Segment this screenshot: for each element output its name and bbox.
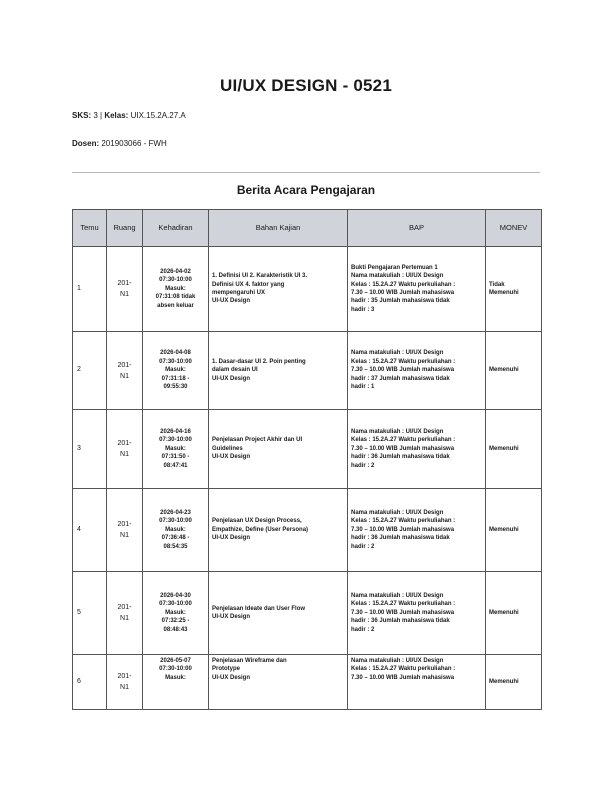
- cell-kehadiran-line: 07:36:48 -: [161, 535, 190, 542]
- cell-kehadiran-line: 08:48:43: [163, 626, 188, 633]
- cell-temu: 3: [73, 410, 107, 489]
- cell-bahan-kajian-line: UI-UX Design: [212, 614, 251, 620]
- cell-kehadiran-line: Masuk:: [165, 285, 186, 292]
- cell-bahan-kajian-line: UI-UX Design: [212, 454, 251, 461]
- cell-bap-line: Nama matakuliah : UI/UX Design: [351, 658, 444, 664]
- cell-ruang: [107, 489, 143, 572]
- cell-bap-line: Kelas : 15.2A.27 Waktu perkuliahan :: [351, 518, 456, 525]
- cell-kehadiran-line: 2026-04-30: [160, 592, 191, 599]
- sks-value: 3 |: [91, 111, 105, 120]
- cell-bap: [348, 655, 486, 710]
- cell-bap-line: 7.30 – 10.00 WIB Jumlah mahasiswa: [351, 526, 455, 533]
- cell-temu: 5: [73, 572, 107, 655]
- cell-bap-line: hadir : 36 Jumlah mahasiswa tidak: [351, 535, 450, 542]
- cell-monev: [486, 247, 542, 332]
- cell-kehadiran-line: 2026-04-23: [160, 509, 191, 516]
- header-monev: MONEV: [486, 210, 542, 247]
- cell-monev: [486, 572, 542, 655]
- cell-bap-line: 7.30 – 10.00 WIB Jumlah mahasiswa: [351, 609, 455, 616]
- cell-kehadiran-line: 07:31:08 tidak: [155, 294, 196, 301]
- table-row: [73, 247, 542, 332]
- cell-monev-line: Tidak: [489, 281, 505, 288]
- cell-kehadiran-line: 07:30-10:00: [159, 518, 192, 525]
- cell-kehadiran-line: 2026-04-02: [160, 268, 191, 275]
- cell-kehadiran-line: 07:31:50 -: [161, 454, 190, 461]
- cell-temu: 1: [73, 247, 107, 332]
- cell-monev-line: Memenuhi: [489, 609, 519, 616]
- cell-kehadiran: [143, 489, 209, 572]
- cell-bap-line: 7.30 – 10.00 WIB Jumlah mahasiswa: [351, 290, 455, 296]
- kelas-value: UIX.15.2A.27.A: [128, 111, 186, 120]
- kelas-label: Kelas:: [104, 111, 129, 120]
- cell-bahan-kajian-line: Penjelasan Ideate dan User Flow: [212, 605, 306, 612]
- header-temu: Temu: [73, 210, 107, 247]
- cell-monev-line: Memenuhi: [489, 290, 519, 296]
- cell-kehadiran-line: Masuk:: [165, 526, 186, 533]
- cell-bap-line: Kelas : 15.2A.27 Waktu perkuliahan :: [351, 281, 456, 288]
- header-kehadiran: Kehadiran: [143, 210, 209, 247]
- table-row: [73, 655, 542, 710]
- cell-kehadiran-line: 07:30-10:00: [159, 666, 192, 673]
- cell-bahan-kajian-line: UI-UX Design: [212, 674, 251, 681]
- cell-ruang-line: N1: [120, 684, 129, 691]
- cell-ruang: [107, 572, 143, 655]
- cell-bap-line: Kelas : 15.2A.27 Waktu perkuliahan :: [351, 437, 456, 444]
- cell-kehadiran-line: 09:55:30: [163, 384, 188, 391]
- cell-bahan-kajian-line: Penjelasan UX Design Process,: [212, 518, 302, 525]
- cell-bahan-kajian-line: 1. Definisi UI 2. Karakteristik UI 3.: [212, 273, 308, 280]
- cell-kehadiran-line: 07:30-10:00: [159, 601, 192, 608]
- cell-kehadiran-line: 08:54:35: [163, 543, 188, 550]
- cell-bahan-kajian-line: Definisi UX 4. faktor yang: [212, 281, 285, 288]
- cell-bahan-kajian-line: UI-UX Design: [212, 298, 251, 305]
- cell-bahan-kajian-line: Penjelasan Project Akhir dan UI: [212, 437, 303, 444]
- cell-bap-line: Kelas : 15.2A.27 Waktu perkuliahan :: [351, 601, 456, 608]
- cell-ruang-line: N1: [120, 451, 129, 458]
- cell-bap-line: 7.30 – 10.00 WIB Jumlah mahasiswa: [351, 367, 455, 374]
- cell-ruang-line: N1: [120, 372, 129, 380]
- cell-bap-line: hadir : 2: [351, 543, 375, 550]
- cell-kehadiran: [143, 332, 209, 410]
- cell-ruang-line: N1: [120, 615, 129, 622]
- cell-bap: [348, 410, 486, 489]
- cell-bap-line: Nama matakuliah : UI/UX Design: [351, 350, 444, 357]
- cell-kehadiran: [143, 655, 209, 710]
- cell-bap-line: hadir : 35 Jumlah mahasiswa tidak: [351, 298, 450, 305]
- cell-bahan-kajian-line: 1. Dasar-dasar UI 2. Poin penting: [212, 358, 306, 365]
- cell-kehadiran-line: 07:30-10:00: [159, 358, 192, 365]
- cell-monev: [486, 332, 542, 410]
- course-meta: [72, 111, 186, 120]
- cell-ruang-line: 201-: [117, 673, 132, 680]
- table-row: [73, 410, 542, 489]
- lecturer-meta: [72, 139, 167, 148]
- header-bahan-kajian: Bahan Kajian: [209, 210, 348, 247]
- cell-bap: [348, 247, 486, 332]
- dosen-value: 201903066 - FWH: [99, 139, 167, 148]
- cell-bahan-kajian-line: UI-UX Design: [212, 375, 251, 382]
- table-header-row: [73, 210, 542, 247]
- cell-bahan-kajian: [209, 572, 348, 655]
- cell-bahan-kajian-line: Empathize, Define (User Persona): [212, 526, 309, 533]
- cell-kehadiran-line: absen keluar: [157, 302, 194, 309]
- cell-bap-line: Nama matakuliah : UI/UX Design: [351, 592, 444, 599]
- cell-monev-line: Memenuhi: [489, 526, 519, 533]
- cell-monev-line: Memenuhi: [489, 445, 519, 452]
- cell-ruang: [107, 247, 143, 332]
- cell-bahan-kajian: [209, 410, 348, 489]
- cell-bap-line: Kelas : 15.2A.27 Waktu perkuliahan :: [351, 358, 456, 365]
- cell-temu: 2: [73, 332, 107, 410]
- cell-ruang-line: N1: [120, 291, 129, 298]
- header-ruang: Ruang: [107, 210, 143, 247]
- cell-bahan-kajian-line: dalam desain UI: [212, 367, 258, 374]
- sks-label: SKS:: [72, 111, 92, 120]
- cell-monev: [486, 410, 542, 489]
- course-title: UI/UX DESIGN - 0521: [220, 76, 392, 95]
- section-title: Berita Acara Pengajaran: [236, 183, 376, 197]
- cell-bahan-kajian: [209, 332, 348, 410]
- cell-monev-line: Memenuhi: [489, 367, 519, 374]
- cell-kehadiran: [143, 410, 209, 489]
- cell-kehadiran-line: 2026-05-07: [160, 658, 191, 664]
- cell-temu: 6: [73, 655, 107, 710]
- cell-bap: [348, 572, 486, 655]
- cell-ruang-line: 201-: [117, 604, 132, 611]
- cell-ruang: [107, 410, 143, 489]
- cell-bap-line: hadir : 3: [351, 306, 375, 313]
- cell-kehadiran-line: 2026-04-16: [160, 428, 191, 435]
- cell-monev-line: Memenuhi: [489, 678, 519, 685]
- cell-bap-line: hadir : 37 Jumlah mahasiswa tidak: [351, 375, 450, 382]
- cell-kehadiran-line: 07:32:25 -: [161, 618, 190, 625]
- cell-bahan-kajian-line: Penjelasan Wireframe dan: [212, 658, 287, 664]
- cell-bahan-kajian-line: mempengaruhi UX: [212, 290, 266, 296]
- cell-bap-line: hadir : 1: [351, 384, 375, 391]
- cell-bahan-kajian-line: Prototype: [212, 666, 241, 673]
- cell-kehadiran-line: 08:47:41: [163, 462, 188, 469]
- cell-kehadiran-line: 07:30-10:00: [159, 437, 192, 444]
- cell-bap-line: 7.30 – 10.00 WIB Jumlah mahasiswa: [351, 445, 455, 452]
- cell-bahan-kajian-line: Guidelines: [212, 445, 243, 452]
- cell-bahan-kajian: [209, 489, 348, 572]
- cell-kehadiran-line: Masuk:: [165, 674, 186, 681]
- cell-ruang-line: 201-: [117, 361, 132, 369]
- cell-ruang-line: N1: [120, 532, 129, 539]
- cell-bahan-kajian: [209, 247, 348, 332]
- cell-ruang: [107, 332, 143, 410]
- table-row: [73, 489, 542, 572]
- cell-ruang: [107, 655, 143, 710]
- cell-bap-line: hadir : 2: [351, 462, 375, 469]
- cell-kehadiran-line: Masuk:: [165, 445, 186, 452]
- cell-bahan-kajian: [209, 655, 348, 710]
- header-bap: BAP: [348, 210, 486, 247]
- cell-bap-line: Nama matakuliah : UI/UX Design: [351, 509, 444, 516]
- cell-kehadiran-line: Masuk:: [165, 367, 186, 374]
- cell-monev: [486, 489, 542, 572]
- table-row: [73, 332, 542, 410]
- cell-bap-line: Bukti Pengajaran Pertemuan 1: [351, 264, 438, 271]
- dosen-label: Dosen:: [72, 139, 100, 148]
- cell-ruang-line: 201-: [117, 521, 132, 528]
- cell-kehadiran-line: 07:30-10:00: [159, 277, 192, 284]
- cell-bap-line: 7.30 – 10.00 WIB Jumlah mahasiswa: [351, 674, 455, 681]
- teaching-record-table: [72, 209, 542, 710]
- cell-bap-line: Kelas : 15.2A.27 Waktu perkuliahan :: [351, 666, 456, 673]
- cell-kehadiran-line: 07:31:18 -: [161, 375, 190, 382]
- cell-bap-line: Nama matakuliah : UI/UX Design: [351, 273, 444, 280]
- cell-bap: [348, 332, 486, 410]
- cell-kehadiran: [143, 247, 209, 332]
- cell-bap: [348, 489, 486, 572]
- cell-bap-line: hadir : 2: [351, 626, 375, 633]
- cell-bap-line: hadir : 36 Jumlah mahasiswa tidak: [351, 618, 450, 625]
- cell-bap-line: hadir : 36 Jumlah mahasiswa tidak: [351, 454, 450, 461]
- table-row: [73, 572, 542, 655]
- cell-kehadiran: [143, 572, 209, 655]
- cell-kehadiran-line: 2026-04-08: [160, 350, 191, 357]
- cell-bap-line: Nama matakuliah : UI/UX Design: [351, 428, 444, 435]
- divider: [72, 172, 540, 173]
- cell-monev: [486, 655, 542, 710]
- cell-ruang-line: 201-: [117, 440, 132, 447]
- cell-bahan-kajian-line: UI-UX Design: [212, 535, 251, 542]
- cell-temu: 4: [73, 489, 107, 572]
- cell-kehadiran-line: Masuk:: [165, 609, 186, 616]
- cell-ruang-line: 201-: [117, 280, 132, 287]
